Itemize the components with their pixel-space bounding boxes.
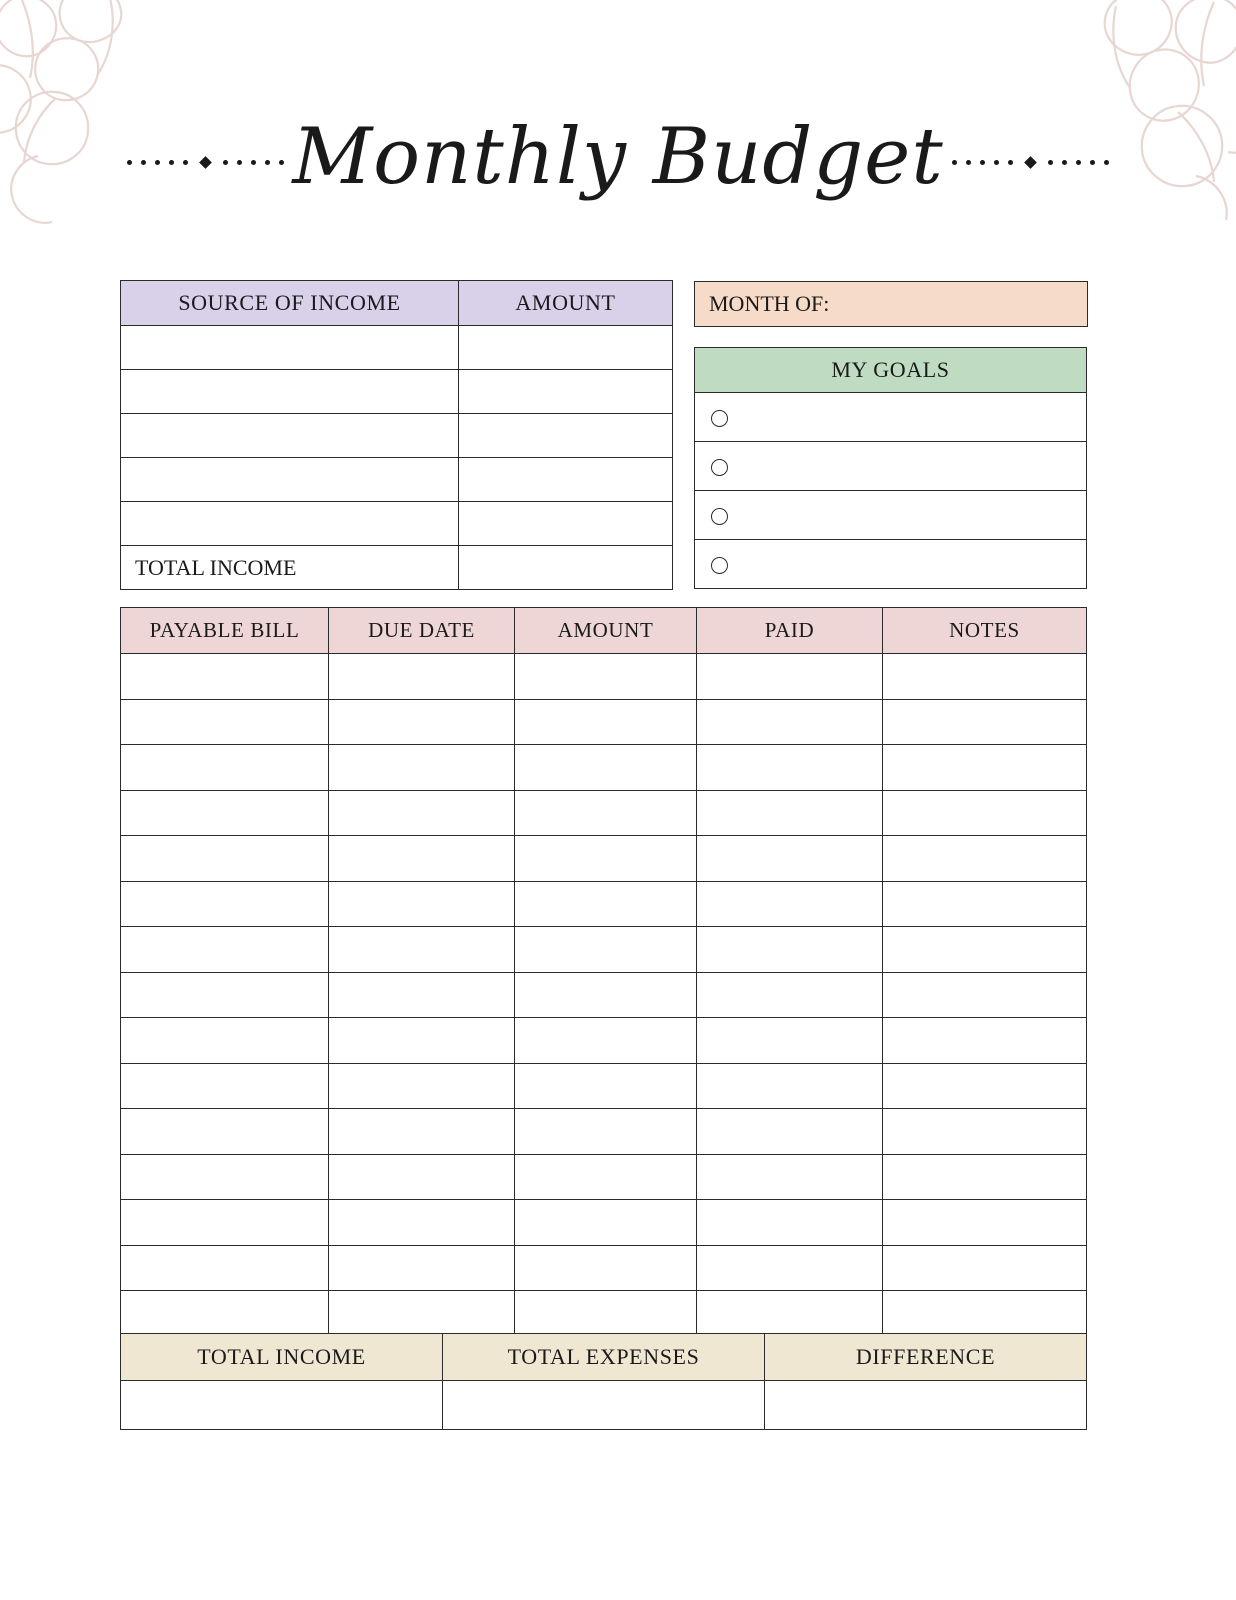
table-row[interactable] (121, 1109, 1087, 1155)
goals-table (694, 347, 1087, 589)
income-source-cell[interactable] (121, 370, 459, 414)
bill-notes-cell[interactable] (883, 1245, 1087, 1291)
bill-amount-cell[interactable] (515, 1063, 697, 1109)
bills-header-payable-bill: PAYABLE BILL (121, 608, 329, 654)
bill-paid-cell[interactable] (697, 1200, 883, 1246)
bill-due-date-cell[interactable] (329, 1063, 515, 1109)
bills-header-due-date: DUE DATE (329, 608, 515, 654)
income-total-value[interactable] (459, 546, 673, 590)
bill-name-cell[interactable] (121, 790, 329, 836)
bill-amount-cell[interactable] (515, 699, 697, 745)
bill-amount-cell[interactable] (515, 1291, 697, 1337)
income-source-cell[interactable] (121, 414, 459, 458)
income-amount-cell[interactable] (459, 370, 673, 414)
income-total-row (121, 546, 673, 590)
bill-paid-cell[interactable] (697, 1245, 883, 1291)
bills-header-notes: NOTES (883, 608, 1087, 654)
bill-amount-cell[interactable] (515, 654, 697, 700)
goal-cell[interactable] (695, 393, 1087, 442)
income-header-row (121, 281, 673, 326)
goals-header: MY GOALS (695, 348, 1087, 393)
bill-due-date-cell[interactable] (329, 1018, 515, 1064)
income-amount-cell[interactable] (459, 458, 673, 502)
bill-notes-cell[interactable] (883, 745, 1087, 791)
summary-header-row (121, 1334, 1087, 1381)
bill-paid-cell[interactable] (697, 1018, 883, 1064)
income-source-cell[interactable] (121, 458, 459, 502)
bill-paid-cell[interactable] (697, 1154, 883, 1200)
bill-notes-cell[interactable] (883, 1200, 1087, 1246)
bill-paid-cell[interactable] (697, 1109, 883, 1155)
circle-checkbox-icon[interactable] (711, 410, 728, 427)
table-row[interactable] (121, 927, 1087, 973)
income-source-cell[interactable] (121, 326, 459, 370)
bill-paid-cell[interactable] (697, 881, 883, 927)
bill-due-date-cell[interactable] (329, 881, 515, 927)
bill-due-date-cell[interactable] (329, 1200, 515, 1246)
table-row[interactable] (121, 1200, 1087, 1246)
bill-notes-cell[interactable] (883, 836, 1087, 882)
bill-due-date-cell[interactable] (329, 699, 515, 745)
page-title-row (0, 112, 1236, 210)
month-of-field[interactable] (694, 281, 1088, 327)
income-amount-cell[interactable] (459, 414, 673, 458)
table-row[interactable] (121, 836, 1087, 882)
goal-cell[interactable] (695, 540, 1087, 589)
bill-notes-cell[interactable] (883, 927, 1087, 973)
income-source-cell[interactable] (121, 502, 459, 546)
bill-due-date-cell[interactable] (329, 790, 515, 836)
bills-header-row (121, 608, 1087, 654)
bill-name-cell[interactable] (121, 881, 329, 927)
bill-amount-cell[interactable] (515, 745, 697, 791)
table-row[interactable] (121, 881, 1087, 927)
bill-name-cell[interactable] (121, 1200, 329, 1246)
bill-notes-cell[interactable] (883, 881, 1087, 927)
income-total-label: TOTAL INCOME (121, 546, 459, 590)
bill-due-date-cell[interactable] (329, 972, 515, 1018)
summary-value-row[interactable] (121, 1381, 1087, 1430)
table-row[interactable] (121, 1245, 1087, 1291)
page-title: Monthly Budget (292, 112, 944, 202)
bill-notes-cell[interactable] (883, 972, 1087, 1018)
bill-due-date-cell[interactable] (329, 654, 515, 700)
month-of-label: MONTH OF: (709, 291, 830, 316)
summary-difference-value[interactable] (765, 1381, 1087, 1430)
table-row[interactable] (121, 654, 1087, 700)
bill-amount-cell[interactable] (515, 972, 697, 1018)
bill-paid-cell[interactable] (697, 1291, 883, 1337)
bill-notes-cell[interactable] (883, 1063, 1087, 1109)
bill-paid-cell[interactable] (697, 1063, 883, 1109)
table-row[interactable] (121, 1018, 1087, 1064)
bill-amount-cell[interactable] (515, 881, 697, 927)
summary-table (120, 1333, 1087, 1430)
list-item[interactable] (695, 540, 1087, 589)
table-row[interactable] (121, 972, 1087, 1018)
bill-name-cell[interactable] (121, 1245, 329, 1291)
bill-notes-cell[interactable] (883, 654, 1087, 700)
list-item[interactable] (695, 393, 1087, 442)
bill-paid-cell[interactable] (697, 972, 883, 1018)
divider-right (952, 158, 1109, 171)
bill-amount-cell[interactable] (515, 1109, 697, 1155)
bill-name-cell[interactable] (121, 699, 329, 745)
table-row[interactable] (121, 414, 673, 458)
summary-total-income-value[interactable] (121, 1381, 443, 1430)
summary-header-total-income: TOTAL INCOME (121, 1334, 443, 1381)
table-row[interactable] (121, 1063, 1087, 1109)
bill-amount-cell[interactable] (515, 790, 697, 836)
table-row[interactable] (121, 790, 1087, 836)
circle-checkbox-icon[interactable] (711, 508, 728, 525)
bill-due-date-cell[interactable] (329, 1109, 515, 1155)
table-row[interactable] (121, 326, 673, 370)
bill-due-date-cell[interactable] (329, 1291, 515, 1337)
bill-due-date-cell[interactable] (329, 836, 515, 882)
bill-paid-cell[interactable] (697, 745, 883, 791)
bill-name-cell[interactable] (121, 1018, 329, 1064)
table-row[interactable] (121, 1291, 1087, 1337)
bill-notes-cell[interactable] (883, 699, 1087, 745)
bill-amount-cell[interactable] (515, 1154, 697, 1200)
list-item[interactable] (695, 442, 1087, 491)
bill-paid-cell[interactable] (697, 790, 883, 836)
table-row[interactable] (121, 458, 673, 502)
income-header-source: SOURCE OF INCOME (121, 281, 459, 326)
summary-total-expenses-value[interactable] (443, 1381, 765, 1430)
bill-notes-cell[interactable] (883, 1291, 1087, 1337)
bill-due-date-cell[interactable] (329, 745, 515, 791)
divider-left (127, 158, 284, 171)
bill-due-date-cell[interactable] (329, 1245, 515, 1291)
bill-paid-cell[interactable] (697, 927, 883, 973)
goal-cell[interactable] (695, 491, 1087, 540)
circle-checkbox-icon[interactable] (711, 459, 728, 476)
table-row[interactable] (121, 370, 673, 414)
bills-header-amount: AMOUNT (515, 608, 697, 654)
table-row[interactable] (121, 1154, 1087, 1200)
income-table (120, 280, 673, 590)
bill-name-cell[interactable] (121, 1291, 329, 1337)
bills-header-paid: PAID (697, 608, 883, 654)
table-row[interactable] (121, 699, 1087, 745)
goal-cell[interactable] (695, 442, 1087, 491)
income-header-amount: AMOUNT (459, 281, 673, 326)
bill-amount-cell[interactable] (515, 1018, 697, 1064)
bill-amount-cell[interactable] (515, 927, 697, 973)
bill-notes-cell[interactable] (883, 790, 1087, 836)
bill-name-cell[interactable] (121, 1109, 329, 1155)
income-amount-cell[interactable] (459, 326, 673, 370)
bill-amount-cell[interactable] (515, 1245, 697, 1291)
bill-name-cell[interactable] (121, 654, 329, 700)
bill-notes-cell[interactable] (883, 1154, 1087, 1200)
bill-amount-cell[interactable] (515, 1200, 697, 1246)
circle-checkbox-icon[interactable] (711, 557, 728, 574)
table-row[interactable] (121, 502, 673, 546)
bill-paid-cell[interactable] (697, 699, 883, 745)
bill-name-cell[interactable] (121, 745, 329, 791)
table-row[interactable] (121, 745, 1087, 791)
bill-name-cell[interactable] (121, 1063, 329, 1109)
income-amount-cell[interactable] (459, 502, 673, 546)
goals-header-row (695, 348, 1087, 393)
bill-paid-cell[interactable] (697, 836, 883, 882)
bill-name-cell[interactable] (121, 972, 329, 1018)
bills-table (120, 607, 1087, 1337)
bill-due-date-cell[interactable] (329, 1154, 515, 1200)
summary-header-difference: DIFFERENCE (765, 1334, 1087, 1381)
bill-name-cell[interactable] (121, 836, 329, 882)
bill-notes-cell[interactable] (883, 1109, 1087, 1155)
bill-paid-cell[interactable] (697, 654, 883, 700)
list-item[interactable] (695, 491, 1087, 540)
bill-name-cell[interactable] (121, 927, 329, 973)
summary-header-total-expenses: TOTAL EXPENSES (443, 1334, 765, 1381)
bill-name-cell[interactable] (121, 1154, 329, 1200)
bill-due-date-cell[interactable] (329, 927, 515, 973)
bill-amount-cell[interactable] (515, 836, 697, 882)
bill-notes-cell[interactable] (883, 1018, 1087, 1064)
